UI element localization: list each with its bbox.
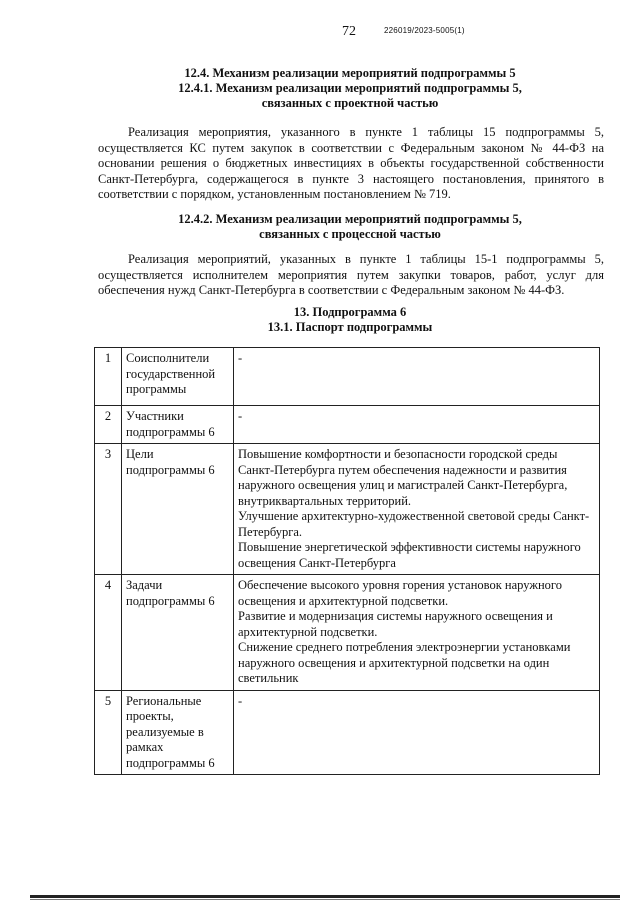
content-line: Повышение энергетической эффективности системы наружного освещения Санкт-Петербурга [238,540,581,570]
section-12-4-1-paragraph [98,125,604,203]
row-content [234,444,600,575]
bottom-border-line [30,895,620,898]
table-row [95,575,600,691]
row-label: Задачи подпрограммы 6 [122,575,234,691]
page-number: 72 [342,24,356,39]
content-line: Развитие и модернизация системы наружного освещения и архитектурной подсветки. [238,609,553,639]
row-number: 3 [95,444,122,575]
content-line: Обеспечение высокого уровня горения установок наружного освещения и архитектурной подсветки. [238,578,562,608]
table-row [95,406,600,444]
row-number: 2 [95,406,122,444]
section-12-4-2-subtitle: связанных с процессной частью [259,227,441,241]
table-row [95,348,600,406]
section-12-4-2-title: 12.4.2. Механизм реализации мероприятий подпрограммы 5, [178,212,522,226]
table-row [95,690,600,775]
section-12-4-1-title: 12.4.1. Механизм реализации мероприятий подпрограммы 5, [178,81,522,95]
content-line: Улучшение архитектурно-художественной световой среды Санкт-Петербурга. [238,509,590,539]
section-13-title: 13. Подпрограмма 6 [293,305,407,319]
section-12-4-title: 12.4. Механизм реализации мероприятий подпрограммы 5 [184,66,516,80]
row-label: Соисполнители государственной программы [122,348,234,406]
section-12-4-1-subtitle: связанных с проектной частью [261,96,439,110]
section-12-4-2-paragraph [98,252,604,299]
row-label: Участники подпрограммы 6 [122,406,234,444]
passport-table [94,347,600,775]
content-line: Повышение комфортности и безопасности городской среды Санкт-Петербурга путем обеспечения надежности и развития наружного освещения улиц и магистралей Санкт-Петербурга, внутриквартальных территорий. [238,447,568,508]
row-label: Региональные проекты, реализуемые в рамках подпрограммы 6 [122,690,234,775]
paragraph-text: Реализация мероприятия, указанного в пункте 1 таблицы 15 подпрограммы 5, осуществляется КС путем закупок в соответствии с Федеральным законом № 44-ФЗ на основании решения о бюджетных инвестициях в объекты государственной собственности Санкт-Петербурга, содержащегося в пункте 3 настоящего постановления, принятого в соответствии с порядком, установленным постановлением № 719. [98,125,604,201]
content-line: - [238,693,243,708]
table-row [95,444,600,575]
content-line: - [238,409,243,423]
row-label: Цели подпрограммы 6 [122,444,234,575]
row-content [234,406,600,444]
bottom-border-thin-line [30,899,620,900]
content-line: Снижение среднего потребления электроэнергии установками наружного освещения и архитектурной подсветки на один светильник [238,640,571,685]
row-number: 5 [95,690,122,775]
row-content [234,575,600,691]
section-13-1-title: 13.1. Паспорт подпрограммы [267,320,433,334]
row-content [234,690,600,775]
document-id: 226019/2023-5005(1) [384,26,465,35]
content-line: - [238,351,243,365]
row-number: 4 [95,575,122,691]
row-number: 1 [95,348,122,406]
row-content [234,348,600,406]
paragraph-text: Реализация мероприятий, указанных в пункте 1 таблицы 15-1 подпрограммы 5, осуществляется исполнителем мероприятия путем закупки товаров, работ, услуг для обеспечения нужд Санкт-Петербурга в соответствии с Федеральным законом № 44-ФЗ. [98,252,604,297]
